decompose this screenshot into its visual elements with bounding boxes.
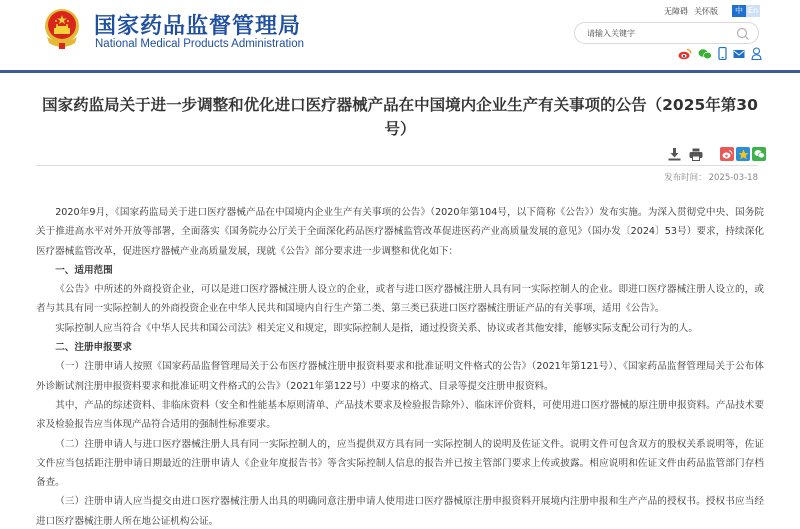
accessibility-link[interactable]: 无障碍	[664, 6, 688, 16]
intro-paragraph: 2020年9月，《国家药监局关于进口医疗器械产品在中国境内企业生产有关事项的公告》（2020年第104号，以下简称《公告》）发布实施。为深入贯彻党中央、国务院关于推进高水平对外开放等部署，全面落实《国务院办公厅关于全面深化药品医疗器械监管改革促进医药产业高质量发展的意见》（国办发〔2024〕53号）要求，持续深化医疗器械监管改革，促进医疗器械产业高质量发展，现就《公告》部分要求进一步调整和优化如下：	[36, 207, 764, 257]
site-logo-cn[interactable]: 国家药品监督管理局	[94, 14, 302, 39]
site-logo-en[interactable]: National Medical Products Administration	[95, 38, 305, 50]
publish-date-label: 发布时间：	[664, 173, 707, 183]
mobile-icon[interactable]	[718, 47, 727, 60]
article-tools	[666, 146, 766, 162]
weibo-share-button[interactable]	[720, 147, 734, 161]
body-paragraph: 《公告》中所述的外商投资企业，可以是进口医疗器械注册人设立的企业，或者与进口医疗器械注册人具有同一实际控制人的企业。即进口医疗器械注册人设立的，或者与其具有同一实际控制人的外商投资企业在中华人民共和国境内自行生产第二类、第三类已获进口医疗器械注册证产品的有关事项，适用《公告》。	[36, 284, 764, 315]
wechat-icon	[754, 149, 765, 159]
download-icon	[668, 148, 681, 161]
publish-date-value: 2025-03-18	[708, 173, 758, 183]
search-input[interactable]	[587, 26, 727, 41]
search-icon[interactable]	[736, 27, 750, 41]
care-mode-link[interactable]: 关怀版	[694, 6, 718, 16]
language-switch	[732, 5, 760, 17]
search-box	[574, 22, 759, 44]
print-button[interactable]	[688, 146, 704, 162]
social-links	[678, 47, 762, 60]
wechat-icon[interactable]	[698, 48, 712, 60]
section-heading-registration: 二、注册申报要求	[55, 342, 132, 354]
tools-divider	[36, 165, 758, 166]
header-divider	[0, 70, 800, 73]
body-paragraph: 其中，产品的综述资料、非临床资料（安全和性能基本原则清单、产品技术要求及检验报告除外）、临床评价资料，可使用进口医疗器械的原注册申报资料。产品技术要求及检验报告应当体现产品符合适用的强制性标准要求。	[36, 399, 764, 431]
body-paragraph: （二）注册申请人与进口医疗器械注册人具有同一实际控制人的，应当提供双方具有同一实际控制人的说明及佐证文件。说明文件可包含双方的股权关系说明等，佐证文件应当包括距注册申请日期最近的注册申请人《企业年度报告书》等含实际控制人信息的报告并已按主管部门要求上传或披露。相应说明和佐证文件由药品监管部门存档备查。	[36, 438, 764, 489]
weibo-icon	[722, 150, 733, 159]
site-header	[0, 0, 800, 62]
lang-zh-button[interactable]: 中	[732, 5, 746, 17]
section-heading-scope: 一、适用范围	[55, 264, 113, 276]
body-paragraph: （三）注册申请人应当提交由进口医疗器械注册人出具的明确同意注册申请人使用进口医疗器械原注册申报资料开展境内注册申报和生产产品的授权书。授权书应当经进口医疗器械注册人所在地公证机构公证。	[36, 496, 764, 527]
lang-en-button[interactable]: En	[747, 6, 759, 15]
user-icon[interactable]	[751, 47, 762, 60]
top-links	[664, 5, 760, 17]
qzone-share-button[interactable]	[736, 147, 750, 161]
body-paragraph: 实际控制人应当符合《中华人民共和国公司法》相关定义和规定，即实际控制人是指，通过投资关系、协议或者其他安排，能够实际支配公司行为的人。	[55, 322, 698, 334]
publish-date	[662, 171, 758, 183]
weibo-icon[interactable]	[678, 48, 692, 60]
article-body	[36, 203, 764, 529]
share-buttons	[720, 147, 766, 161]
body-paragraph: （一）注册申请人按照《国家药品监督管理局关于公布医疗器械注册申报资料要求和批准证明文件格式的公告》（2021年第121号）、《国家药品监督管理局关于公布体外诊断试剂注册申报资料要求和批准证明文件格式的公告》（2021年第122号）中要求的格式、目录等提交注册申报资料。	[36, 361, 764, 392]
wechat-share-button[interactable]	[752, 147, 766, 161]
article-title: 国家药监局关于进一步调整和优化进口医疗器械产品在中国境内企业生产有关事项的公告（2025年第30号）	[42, 96, 758, 138]
print-icon	[689, 148, 703, 161]
download-button[interactable]	[666, 146, 682, 162]
mail-icon[interactable]	[733, 49, 745, 59]
national-emblem-icon[interactable]	[42, 7, 82, 51]
star-icon	[738, 149, 749, 160]
